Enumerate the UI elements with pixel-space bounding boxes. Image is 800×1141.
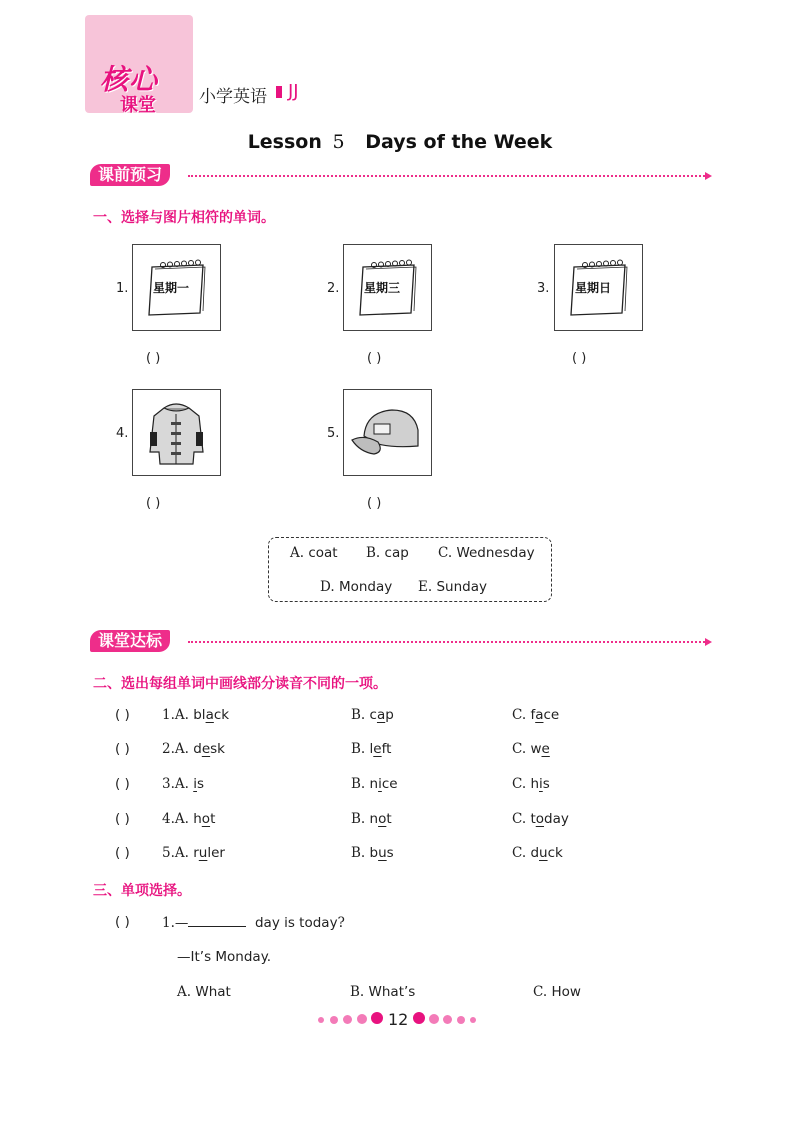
page-dot [443,1015,452,1024]
answer-blank[interactable]: ( ) [146,351,161,366]
page-dot [470,1017,476,1023]
question-text: 1.— day is today? [162,915,345,931]
choice-b: B. bus [351,845,394,861]
lesson-label: Lesson [247,131,322,153]
choice-b: B. What’s [350,984,416,1000]
lesson-title [0,131,800,153]
page-dot [343,1015,352,1024]
choice-a: 5.A. ruler [162,845,225,861]
logo-title: 核心 [100,63,159,96]
page-dot [429,1014,439,1024]
cap-icon [344,390,431,475]
section-divider [188,641,705,643]
item-number: 3. [537,281,550,296]
section-divider [188,175,705,177]
choice-a: A. What [177,984,231,1000]
question-heading-1: 一、选择与图片相符的单词。 [93,210,275,226]
option-e: E. Sunday [418,579,487,595]
reply-text: —It’s Monday. [177,949,272,965]
answer-blank[interactable]: ( ) [146,496,161,511]
answer-blank[interactable]: ( ) [367,351,382,366]
choice-a: 3.A. is [162,776,205,792]
page-dot [318,1017,324,1023]
calendar-label: 星期日 [575,281,612,295]
choice-b: B. cap [351,707,394,723]
calendar-label: 星期三 [364,281,401,295]
choice-b: B. nice [351,776,398,792]
choice-a: 2.A. desk [162,741,225,757]
picture-box [343,389,432,476]
choice-c: C. face [512,707,560,723]
choice-c: C. we [512,741,550,757]
section-tag-preview: 课前预习 [90,164,170,186]
item-number: 2. [327,281,340,296]
choice-a: 4.A. hot [162,811,216,827]
answer-blank[interactable]: ( ) [115,741,130,757]
page-dot [330,1016,338,1024]
choice-c: C. How [533,984,581,1000]
option-c: C. Wednesday [438,545,535,561]
answer-blank[interactable]: ( ) [115,707,130,723]
answer-blank[interactable]: ( ) [115,776,130,792]
option-d: D. Monday [320,579,393,595]
arrow-icon [705,638,712,646]
section-tag-practice: 课堂达标 [90,630,170,652]
choice-c: C. duck [512,845,563,861]
question-heading-2: 二、选出每组单词中画线部分读音不同的一项。 [93,676,387,692]
answer-blank[interactable]: ( ) [115,914,130,930]
item-number: 4. [116,426,129,441]
choice-b: B. left [351,741,392,757]
option-a: A. coat [290,545,338,561]
arrow-icon [705,172,712,180]
choice-c: C. his [512,776,550,792]
edition-label: JJ [288,81,299,102]
fill-blank[interactable] [188,914,246,927]
choice-a: 1.A. black [162,707,230,723]
page-dot [371,1012,383,1024]
subject-label: 小学英语 [199,87,267,107]
item-number: 5. [327,426,340,441]
lesson-name: Days of the Week [365,131,553,153]
answer-blank[interactable]: ( ) [367,496,382,511]
choice-c: C. today [512,811,569,827]
answer-blank[interactable]: ( ) [115,845,130,861]
page-dot [413,1012,425,1024]
lesson-number: 5 [332,131,345,153]
page-dot [357,1014,367,1024]
option-b: B. cap [366,545,409,561]
coat-icon [133,390,220,475]
answer-blank[interactable]: ( ) [115,811,130,827]
page-dot [457,1016,465,1024]
page-number: 12 [388,1010,409,1029]
item-number: 1. [116,281,129,296]
picture-box [132,389,221,476]
choice-b: B. not [351,811,392,827]
logo-subtitle: 课堂 [120,95,156,116]
answer-blank[interactable]: ( ) [572,351,587,366]
question-heading-3: 三、单项选择。 [93,883,191,899]
calendar-label: 星期一 [153,281,190,295]
header-divider [276,86,282,98]
